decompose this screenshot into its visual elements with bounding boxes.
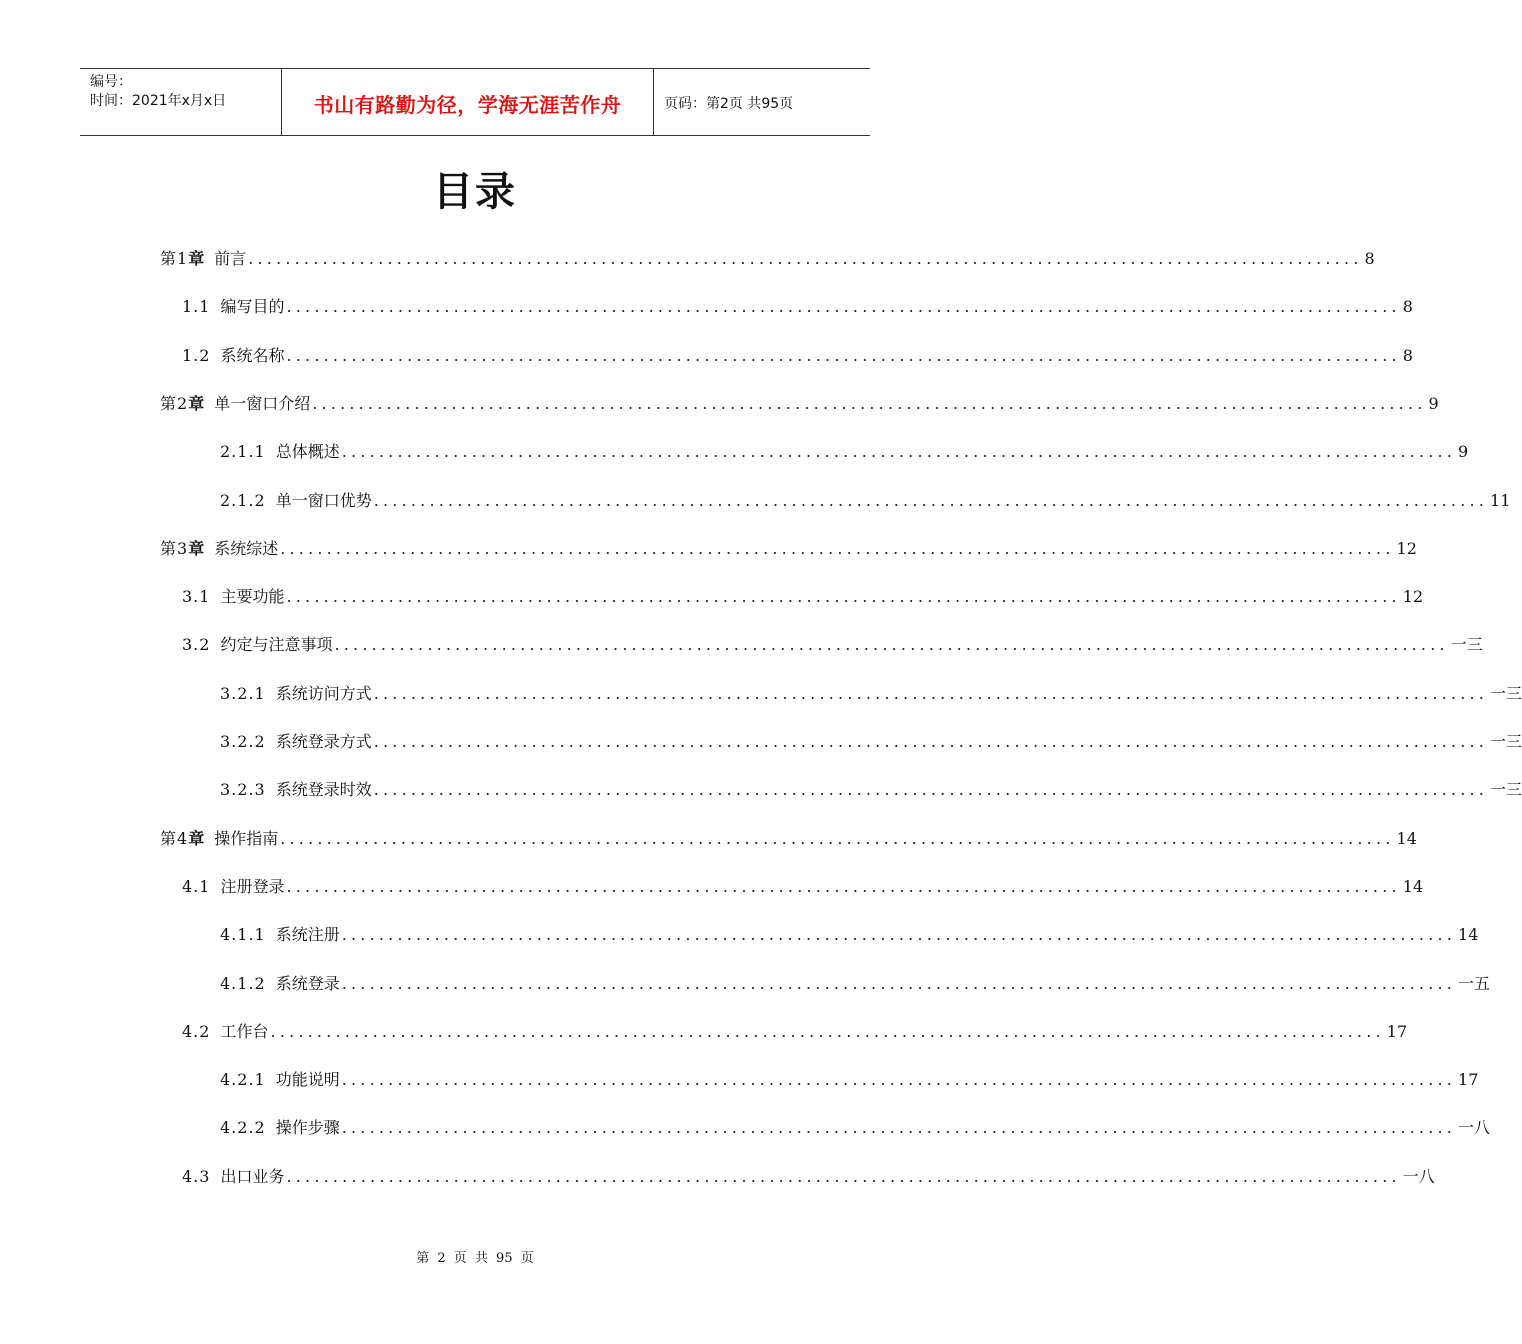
toc-entry-page: 9 [1458, 442, 1469, 462]
toc-dot-leader: ........................................................................................................................ [341, 442, 1457, 462]
toc-entry-label: 系统登录 [275, 973, 340, 993]
toc-entry[interactable] [182, 874, 1424, 897]
toc-entry-label: 系统名称 [220, 345, 285, 365]
toc-entry-page: 一三 [1450, 635, 1483, 655]
toc-entry-number: 4.2 [182, 1021, 211, 1041]
header-time-label: 时间：2021年x月x日 [90, 93, 227, 109]
toc-entry-number: 第2 [160, 393, 189, 413]
toc-dot-leader: ........................................................................................................................ [280, 828, 1395, 848]
toc-entry[interactable] [220, 1115, 1491, 1138]
toc-dot-leader: ........................................................................................................................ [341, 1070, 1457, 1090]
toc-entry-label: 工作台 [220, 1021, 269, 1041]
toc-entry-page: 一三 [1490, 732, 1522, 751]
toc-entry-page: 14 [1458, 925, 1479, 945]
toc-entry-label: 系统注册 [275, 925, 340, 945]
toc-dot-leader: ........................................................................................................................ [373, 683, 1489, 703]
toc-entry[interactable] [182, 294, 1413, 317]
toc-entry[interactable] [160, 246, 1375, 269]
toc-entry-label: 编写目的 [220, 297, 285, 317]
toc-entry-page: 14 [1396, 828, 1417, 848]
toc-entry[interactable] [182, 632, 1483, 655]
toc-entry-chapter-mark: 章 [188, 249, 205, 268]
toc-entry-page: 一三 [1490, 780, 1522, 800]
toc-dot-leader: ........................................................................................................................ [286, 297, 1401, 317]
toc-entry[interactable] [182, 584, 1424, 607]
toc-dot-leader: ........................................................................................................................ [373, 732, 1489, 751]
toc-entry-label: 总体概述 [275, 442, 340, 462]
toc-entry-number: 4.2.2 [220, 1118, 266, 1138]
toc-dot-leader: ........................................................................................................................ [286, 876, 1401, 896]
toc-entry-page: 8 [1402, 297, 1413, 317]
toc-dot-leader: ........................................................................................................................ [286, 345, 1401, 365]
toc-entry-page: 17 [1386, 1021, 1408, 1041]
toc-entry-number: 2.1.2 [220, 490, 266, 510]
toc-entry[interactable] [220, 922, 1479, 945]
toc-entry-label: 系统访问方式 [275, 683, 372, 703]
toc-entry-label: 系统登录方式 [275, 732, 372, 751]
toc-entry-number: 4.2.1 [220, 1070, 266, 1090]
toc-entry[interactable] [220, 971, 1491, 994]
toc-entry-label: 系统登录时效 [275, 780, 372, 800]
toc-entry-label: 功能说明 [275, 1070, 340, 1090]
toc-entry-label: 操作指南 [214, 828, 279, 848]
toc-entry[interactable] [160, 536, 1417, 559]
toc-entry[interactable] [182, 1164, 1435, 1187]
toc-entry-number: 第4 [160, 828, 189, 848]
toc-dot-leader: ........................................................................................................................ [341, 1118, 1457, 1138]
toc-entry[interactable] [220, 439, 1469, 462]
toc-entry-number: 2.1.1 [220, 442, 266, 462]
toc-dot-leader: ........................................................................................................................ [286, 1166, 1401, 1186]
toc-dot-leader: ........................................................................................................................ [312, 393, 1427, 413]
toc-entry-page: 11 [1490, 490, 1511, 510]
toc-entry-page: 一三 [1490, 683, 1522, 703]
toc-entry-label: 单一窗口介绍 [214, 393, 311, 413]
toc-entry-number: 3.1 [182, 587, 211, 607]
toc-entry[interactable] [220, 729, 1522, 752]
toc-entry-label: 单一窗口优势 [275, 490, 372, 510]
toc-entry-label: 系统综述 [214, 538, 279, 558]
toc-entry-page: 8 [1364, 249, 1375, 268]
toc-entry-page: 12 [1402, 587, 1424, 607]
toc-dot-leader: ........................................................................................................................ [341, 973, 1457, 993]
toc-entry-number: 3.2.3 [220, 780, 266, 800]
toc-entry[interactable] [220, 488, 1511, 511]
toc-entry-label: 主要功能 [220, 587, 285, 607]
toc-entry-number: 4.1 [182, 876, 211, 896]
toc-entry-page: 8 [1402, 345, 1413, 365]
toc-dot-leader: ........................................................................................................................ [341, 925, 1457, 945]
toc-entry[interactable] [220, 1067, 1479, 1090]
toc-entry[interactable] [160, 826, 1417, 849]
toc-dot-leader: ........................................................................................................................ [334, 635, 1449, 655]
toc-dot-leader: ........................................................................................................................ [280, 538, 1395, 558]
toc-entry-page: 9 [1428, 393, 1439, 413]
toc-entry-number: 第1 [160, 249, 189, 268]
toc-entry-label: 约定与注意事项 [220, 635, 333, 655]
toc-entry-number: 4.1.2 [220, 973, 266, 993]
toc-entry[interactable] [182, 343, 1413, 366]
toc-entry-number: 1.2 [182, 345, 211, 365]
toc-entry-chapter-mark: 章 [188, 393, 205, 413]
toc-entry-number: 3.2.2 [220, 732, 266, 751]
toc-entry-chapter-mark: 章 [188, 828, 205, 848]
toc-dot-leader: ........................................................................................................................ [248, 249, 1363, 268]
header-meta [80, 69, 281, 135]
toc-dot-leader: ........................................................................................................................ [373, 780, 1489, 800]
toc-entry-number: 4.3 [182, 1166, 211, 1186]
toc-dot-leader: ........................................................................................................................ [373, 490, 1489, 510]
toc-entry-number: 3.2 [182, 635, 211, 655]
header-number-label: 编号： [90, 74, 132, 90]
toc-entry-label: 操作步骤 [275, 1118, 340, 1138]
toc-entry-label: 出口业务 [220, 1166, 285, 1186]
toc-entry-number: 1.1 [182, 297, 211, 317]
toc-entry-number: 4.1.1 [220, 925, 266, 945]
toc-entry-number: 3.2.1 [220, 683, 266, 703]
toc-entry-label: 注册登录 [220, 876, 285, 896]
toc-entry-chapter-mark: 章 [188, 538, 205, 558]
toc-entry[interactable] [220, 777, 1522, 800]
toc-entry-page: 12 [1396, 538, 1417, 558]
toc-entry-page: 一五 [1458, 973, 1491, 993]
toc-entry[interactable] [220, 681, 1522, 704]
page-title: 目录 [433, 169, 517, 215]
header-motto: 书山有路勤为径，学海无涯苦作舟 [281, 69, 654, 135]
toc-dot-leader: ........................................................................................................................ [270, 1021, 1385, 1041]
toc-entry[interactable] [160, 391, 1439, 414]
page-footer: 第 2 页 共 95 页 [416, 1251, 534, 1266]
toc-entry-label: 前言 [214, 249, 247, 268]
toc-entry-page: 14 [1402, 876, 1424, 896]
page-header [80, 68, 870, 136]
toc-entry-page: 一八 [1402, 1166, 1435, 1186]
toc-entry[interactable] [182, 1019, 1408, 1042]
toc-entry-page: 17 [1458, 1070, 1479, 1090]
toc-entry-page: 一八 [1458, 1118, 1491, 1138]
toc-entry-number: 第3 [160, 538, 189, 558]
toc-dot-leader: ........................................................................................................................ [286, 587, 1401, 607]
header-page-info: 页码：第2页 共95页 [664, 96, 794, 112]
